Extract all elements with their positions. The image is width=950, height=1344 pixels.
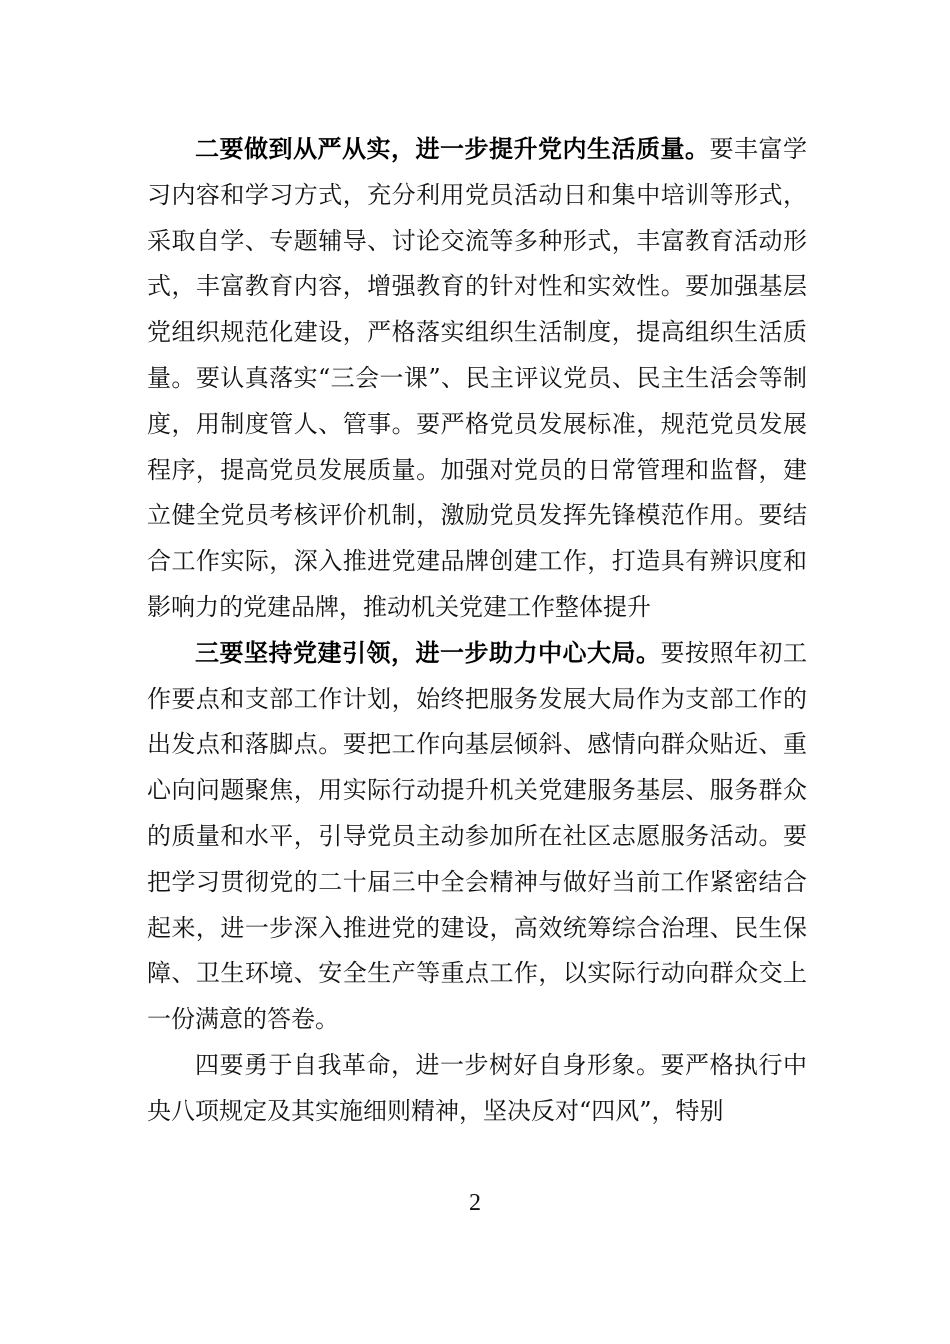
paragraph-2-text: 要丰富学习内容和学习方式，充分利用党员活动日和集中培训等形式，采取自学、专题辅导、讨论交流等多种形式，丰富教育活动形式，丰富教育内容，增强教育的针对性和实效性。要加强基层党组织规范化建设，严格落实组织生活制度，提高组织生活质量。要认真落实“三会一课”、民主评议党员、民主生活会等制度，用制度管人、管事。要严格党员发展标准，规范党员发展程序，提高党员发展质量。加强对党员的日常管理和监督，建立健全党员考核评价机制，激励党员发挥先锋模范作用。要结合工作实际，深入推进党建品牌创建工作，打造具有辨识度和影响力的党建品牌，推动机关党建工作整体提升 [147, 135, 807, 621]
paragraph-3-text: 要按照年初工作要点和支部工作计划，始终把服务发展大局作为支部工作的出发点和落脚点。要把工作向基层倾斜、感情向群众贴近、重心向问题聚焦，用实际行动提升机关党建服务基层、服务群众的质量和水平，引导党员主动参加所在社区志愿服务活动。要把学习贯彻党的二十届三中全会精神与做好当前工作紧密结合起来，进一步深入推进党的建设，高效统筹综合治理、民生保障、卫生环境、安全生产等重点工作，以实际行动向群众交上一份满意的答卷。 [147, 638, 807, 1034]
paragraph-3 [147, 631, 807, 1043]
paragraph-4 [147, 1043, 807, 1135]
paragraph-2-heading: 二要做到从严从实，进一步提升党内生活质量。 [195, 135, 710, 163]
page-number: 2 [469, 1190, 481, 1216]
paragraph-3-heading: 三要坚持党建引领，进一步助力中心大局。 [195, 638, 661, 667]
document-body [147, 127, 807, 1135]
paragraph-2 [147, 127, 807, 631]
paragraph-4-text: 四要勇于自我革命，进一步树好自身形象。要严格执行中央八项规定及其实施细则精神，坚决反对“四风”，特别 [147, 1050, 807, 1125]
